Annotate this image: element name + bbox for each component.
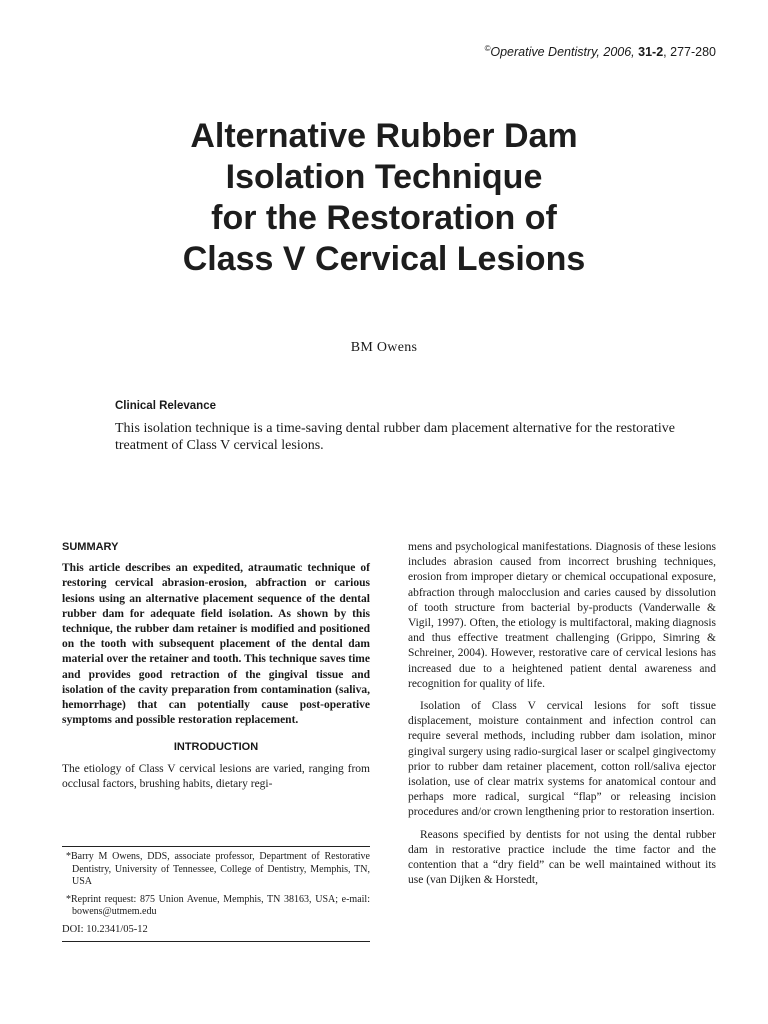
body-paragraph: Isolation of Class V cervical lesions for soft tissue displacement, moisture containment and infection control can require several methods, including rubber dam isolation, minor gingival surgery using radio-surgical laser or scalpel gingivectomy prior to rubber dam retainer placement, cotton roll/saliva ejector isolation, use of clear matrix systems for anatomical contour and perhaps more radical, surgical “flap” or releasing incision procedures and/or crown lengthening prior to restoration insertion. xyxy=(408,700,716,819)
title-line: Class V Cervical Lesions xyxy=(182,240,586,278)
clinical-relevance-text: This isolation technique is a time-saving dental rubber dam placement alternative for the restorative treatment of Class V cervical lesions. xyxy=(115,421,675,453)
journal-pages: , 277-280 xyxy=(663,45,716,60)
footnotes xyxy=(62,846,370,942)
summary-text: This article describes an expedited, atraumatic technique of restoring cervical abrasion-erosion, abfraction or carious lesions using an alternative placement sequence of the dental rubber dam for adequate field isolation. As shown by this technique, the rubber dam retainer is modified and positioned on the tooth with subsequent placement of the dental dam material over the retainer and tooth. This technique saves time and provides good retraction of the gingival tissue and isolation of the cavity preparation from contamination (saliva, hemorrhage) that can potentially cause post-operative symptoms and possible restoration replacement. xyxy=(62,562,370,727)
journal-volume: 31-2 xyxy=(638,45,664,60)
title-line: Alternative Rubber Dam xyxy=(190,117,578,155)
doi: DOI: 10.2341/05-12 xyxy=(62,924,370,942)
title-line: for the Restoration of xyxy=(211,199,557,237)
copyright-mark: © xyxy=(484,44,491,53)
introduction-heading: INTRODUCTION xyxy=(173,741,259,754)
article-title xyxy=(0,116,768,280)
title-line: Isolation Technique xyxy=(225,158,543,196)
right-column xyxy=(408,540,716,888)
footnote-affiliation: *Barry M Owens, DDS, associate professor, Department of Restorative Dentistry, University of Tennessee, College of Dentistry, Memphis, TN, USA xyxy=(66,851,370,888)
body-paragraph: mens and psychological manifestations. Diagnosis of these lesions includes abrasion caused from incorrect brushing techniques, erosion from improper dietary or chemical occupational exposure, abfraction through malocclusion and caries caused by dissolution of tooth structure from bacterial by-products (Vanderwalle & Vigil, 1997). Often, the etiology is multifactoral, making diagnosis and thus effective treatment challenging (Grippo, Simring & Schreiner, 2004). However, restorative care of cervical lesions has increased due to a heightened patient dental awareness and recognition for quality of life. xyxy=(408,541,716,690)
summary-heading: SUMMARY xyxy=(62,541,119,553)
author-name: BM Owens xyxy=(350,340,418,355)
footnote-reprint: *Reprint request: 875 Union Avenue, Memphis, TN 38163, USA; e-mail: bowens@utmem.edu xyxy=(66,893,370,918)
journal-name: Operative Dentistry, 2006, xyxy=(490,45,635,60)
left-column xyxy=(62,540,370,792)
introduction-paragraph: The etiology of Class V cervical lesions are varied, ranging from occlusal factors, brushing habits, dietary regi- xyxy=(62,762,370,790)
journal-citation xyxy=(484,44,716,59)
body-paragraph: Reasons specified by dentists for not using the dental rubber dam in restorative practice include the time factor and the contention that a “dry field” can be well maintained without its use (van Dijken & Horstedt, xyxy=(408,828,716,887)
clinical-relevance-heading: Clinical Relevance xyxy=(115,400,216,412)
